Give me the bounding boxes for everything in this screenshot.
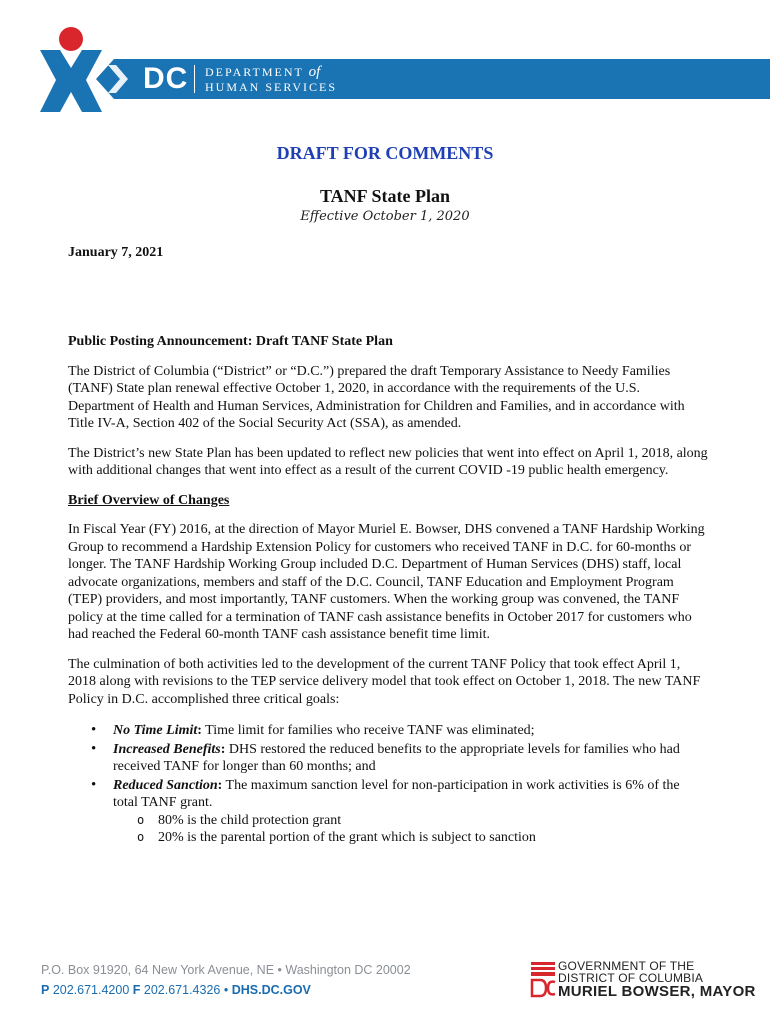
department-word: DEPARTMENT bbox=[205, 65, 304, 79]
document-body bbox=[68, 333, 708, 848]
effective-date: Effective October 1, 2020 bbox=[300, 209, 470, 224]
footer-contact bbox=[41, 983, 311, 997]
goal-text: The maximum sanction level for non-participation in work activities is 6% of the total TANF grant. bbox=[113, 777, 680, 810]
goals-list bbox=[68, 722, 708, 847]
goal-text: Time limit for families who receive TANF was eliminated; bbox=[201, 723, 535, 738]
goal-sep: : bbox=[217, 777, 223, 793]
paragraph-history: In Fiscal Year (FY) 2016, at the direction of Mayor Muriel E. Bowser, DHS convened a TANF Hardship Working Group to recommend a Hardship Extension Policy for customers who received TANF in D.C. for 60-months or longer. The TANF Hardship Working Group included D.C. Department of Human Services (DHS) staff, local advocate organizations, members and staff of the D.C. Council, TANF Education and Employment Program (TEP) providers, and most importantly, TANF customers. When the working group was convened, the TANF policy at the time called for a termination of TANF cash assistance benefits in October 2017 for customers who had reached the Federal 60-month TANF cash assistance benefit time limit. bbox=[68, 522, 705, 642]
department-name-line2: HUMAN SERVICES bbox=[205, 80, 338, 94]
draft-heading: DRAFT FOR COMMENTS bbox=[276, 143, 494, 163]
fax-label: F bbox=[132, 983, 141, 997]
footer-bullet: • bbox=[220, 983, 232, 997]
phone-label: P bbox=[41, 983, 50, 997]
paragraph-goals: The culmination of both activities led to the development of the current TANF Policy that took effect April 1, 2018 along with revisions to the TEP service delivery model that took effect on October 1, 2018. The new TANF Policy in D.C. accomplished three critical goals: bbox=[68, 656, 701, 707]
list-item bbox=[113, 741, 708, 776]
document-title: TANF State Plan bbox=[320, 186, 450, 206]
sub-list-item: o 80% is the child protection grant bbox=[158, 812, 708, 830]
department-of: of bbox=[308, 64, 321, 80]
banner-divider bbox=[194, 65, 195, 93]
gov-line2: DISTRICT OF COLUMBIA bbox=[558, 971, 704, 985]
goal-term: Reduced Sanction bbox=[113, 777, 218, 793]
sub-list-item: o 20% is the parental portion of the grant which is subject to sanction bbox=[158, 829, 708, 847]
dhs-logo-icon bbox=[38, 24, 104, 114]
fax-number: 202.671.4326 bbox=[140, 983, 221, 997]
sanction-sublist bbox=[113, 812, 708, 847]
paragraph-intro: The District of Columbia (“District” or “D.C.”) prepared the draft Temporary Assistance to Needy Families (TANF) State plan renewal effective October 1, 2020, in accordance with the requirements of the U.S. Department of Health and Human Services, Administration for Children and Families, and in accordance with Title IV-A, Section 402 of the Social Security Act (SSA), as amended. bbox=[68, 363, 685, 431]
gov-line1: GOVERNMENT OF THE bbox=[558, 959, 695, 973]
chevron-icon bbox=[104, 63, 136, 95]
posting-date: January 7, 2021 bbox=[68, 245, 164, 260]
phone-number: 202.671.4200 bbox=[49, 983, 130, 997]
dc-government-logo-icon bbox=[530, 960, 556, 998]
list-item bbox=[113, 777, 708, 847]
paragraph-update: The District’s new State Plan has been updated to reflect new policies that went into effect on April 1, 2018, along with additional changes that went into effect as a result of the current COVID -19 public health emergency. bbox=[68, 445, 708, 478]
website-link[interactable]: DHS.DC.GOV bbox=[231, 983, 311, 997]
goal-sep: : bbox=[197, 723, 202, 738]
list-item bbox=[113, 722, 708, 740]
overview-heading: Brief Overview of Changes bbox=[68, 492, 230, 508]
footer-address: P.O. Box 91920, 64 New York Avenue, NE • Washington DC 20002 bbox=[41, 963, 411, 977]
goal-sep: : bbox=[220, 741, 226, 757]
department-name-line1 bbox=[205, 64, 320, 81]
goal-term: Increased Benefits bbox=[113, 741, 221, 757]
header-banner bbox=[96, 59, 770, 99]
gov-line3: MURIEL BOWSER, MAYOR bbox=[558, 983, 756, 1000]
announcement-heading: Public Posting Announcement: Draft TANF State Plan bbox=[68, 334, 393, 349]
goal-text: DHS restored the reduced benefits to the appropriate levels for families who had received TANF for longer than 60 months; and bbox=[113, 741, 680, 774]
goal-term: No Time Limit bbox=[113, 723, 198, 738]
dc-abbrev: DC bbox=[143, 62, 189, 95]
